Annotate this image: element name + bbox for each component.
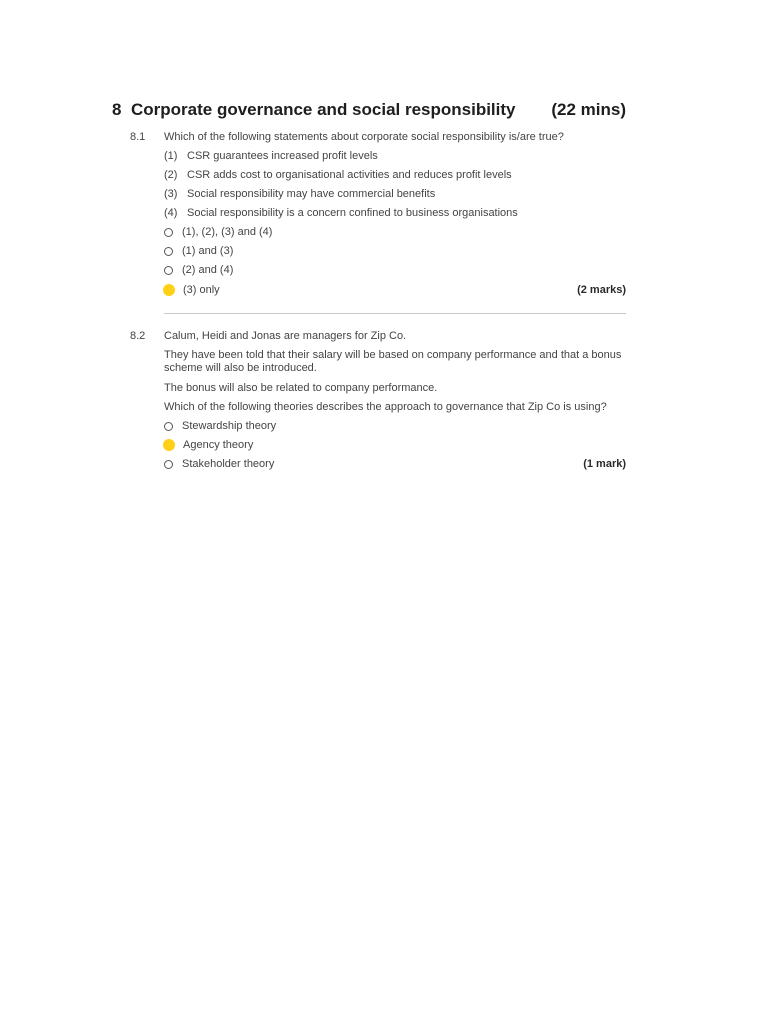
statement-index: (1) xyxy=(164,150,178,162)
option-label: (1) and (3) xyxy=(182,245,234,257)
option-8-1-c[interactable] xyxy=(164,264,233,276)
question-8-2-para-1: Calum, Heidi and Jonas are managers for Zip Co. xyxy=(164,330,407,342)
section-heading xyxy=(112,100,626,120)
statement-text: CSR guarantees increased profit levels xyxy=(187,150,378,162)
statement-index: (2) xyxy=(164,169,178,181)
radio-button[interactable] xyxy=(164,422,173,431)
radio-button[interactable] xyxy=(164,266,173,275)
question-8-2-para-3: The bonus will also be related to company performance. xyxy=(164,382,438,394)
radio-button[interactable] xyxy=(164,228,173,237)
radio-button[interactable] xyxy=(164,247,173,256)
statement-index: (3) xyxy=(164,188,178,200)
question-8-2-para-2: They have been told that their salary will be based on company performance and that a bonus scheme will also be introduced. xyxy=(164,349,622,374)
question-divider xyxy=(164,313,626,314)
statement-text: Social responsibility may have commercial benefits xyxy=(187,188,436,200)
section-title: Corporate governance and social responsibility xyxy=(131,100,516,119)
option-8-1-a[interactable] xyxy=(164,226,272,238)
statement-text: CSR adds cost to organisational activities and reduces profit levels xyxy=(187,169,512,181)
question-number-8-2: 8.2 xyxy=(130,330,146,342)
marks-8-2: (1 mark) xyxy=(583,458,626,470)
marks-8-1: (2 marks) xyxy=(577,284,626,296)
radio-button-selected[interactable] xyxy=(163,284,175,296)
option-label: (2) and (4) xyxy=(182,264,234,276)
statement-2 xyxy=(164,169,512,181)
option-8-2-b[interactable] xyxy=(164,439,253,451)
statement-1 xyxy=(164,150,378,162)
option-8-1-b[interactable] xyxy=(164,245,233,257)
statement-4 xyxy=(164,207,518,219)
statement-3 xyxy=(164,188,435,200)
statement-text: Social responsibility is a concern confined to business organisations xyxy=(187,207,518,219)
option-8-2-c[interactable] xyxy=(164,458,274,470)
section-number: 8 xyxy=(112,100,122,119)
radio-button[interactable] xyxy=(164,460,173,469)
option-8-2-a[interactable] xyxy=(164,420,276,432)
question-number-8-1: 8.1 xyxy=(130,131,146,143)
option-label: Stakeholder theory xyxy=(182,458,275,470)
radio-button-selected[interactable] xyxy=(163,439,175,451)
question-8-2-para-4: Which of the following theories describes the approach to governance that Zip Co is using? xyxy=(164,401,607,413)
section-time: (22 mins) xyxy=(551,100,626,119)
statement-index: (4) xyxy=(164,207,178,219)
option-8-1-d[interactable] xyxy=(164,284,220,296)
option-label: (1), (2), (3) and (4) xyxy=(182,226,273,238)
question-text-8-1: Which of the following statements about corporate social responsibility is/are true? xyxy=(164,131,564,143)
option-label: Stewardship theory xyxy=(182,420,277,432)
option-label: Agency theory xyxy=(183,439,254,451)
option-label: (3) only xyxy=(183,284,220,296)
